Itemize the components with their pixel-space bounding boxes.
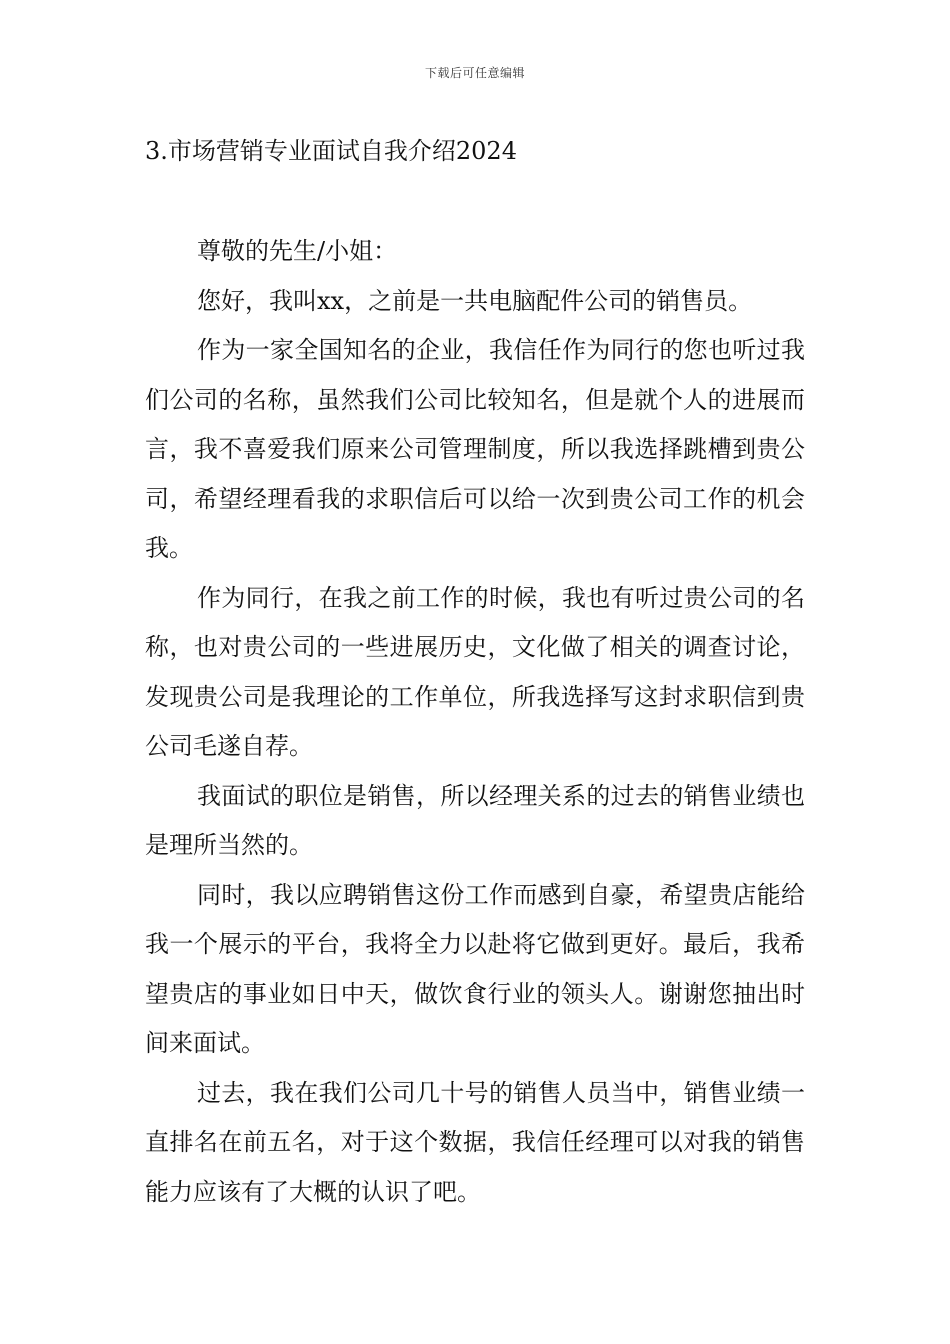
body-paragraph: 作为一家全国知名的企业，我信任作为同行的您也听过我们公司的名称，虽然我们公司比较知名，但是就个人的进展而言，我不喜爱我们原来公司管理制度，所以我选择跳槽到贵公司，希望经理看我的求职信后可以给一次到贵公司工作的机会我。 — [145, 336, 805, 562]
body-paragraph: 我面试的职位是销售，所以经理关系的过去的销售业绩也是理所当然的。 — [145, 781, 805, 859]
body-paragraph: 过去，我在我们公司几十号的销售人员当中，销售业绩一直排名在前五名，对于这个数据，我信任经理可以对我的销售能力应该有了大概的认识了吧。 — [145, 1078, 805, 1206]
document-title: 3.市场营销专业面试自我介绍2024 — [145, 137, 517, 165]
header-note: 下载后可任意编辑 — [424, 66, 525, 80]
document-body — [145, 227, 805, 1217]
body-paragraph: 作为同行，在我之前工作的时候，我也有听过贵公司的名称，也对贵公司的一些进展历史，文化做了相关的调查讨论，发现贵公司是我理论的工作单位，所我选择写这封求职信到贵公司毛遂自荐。 — [145, 583, 805, 760]
body-paragraph: 同时，我以应聘销售这份工作而感到自豪，希望贵店能给我一个展示的平台，我将全力以赴将它做到更好。最后，我希望贵店的事业如日中天，做饮食行业的领头人。谢谢您抽出时间来面试。 — [145, 880, 805, 1057]
greeting-paragraph: 您好，我叫xx，之前是一共电脑配件公司的销售员。 — [197, 286, 753, 315]
salutation-paragraph: 尊敬的先生/小姐： — [197, 237, 398, 265]
